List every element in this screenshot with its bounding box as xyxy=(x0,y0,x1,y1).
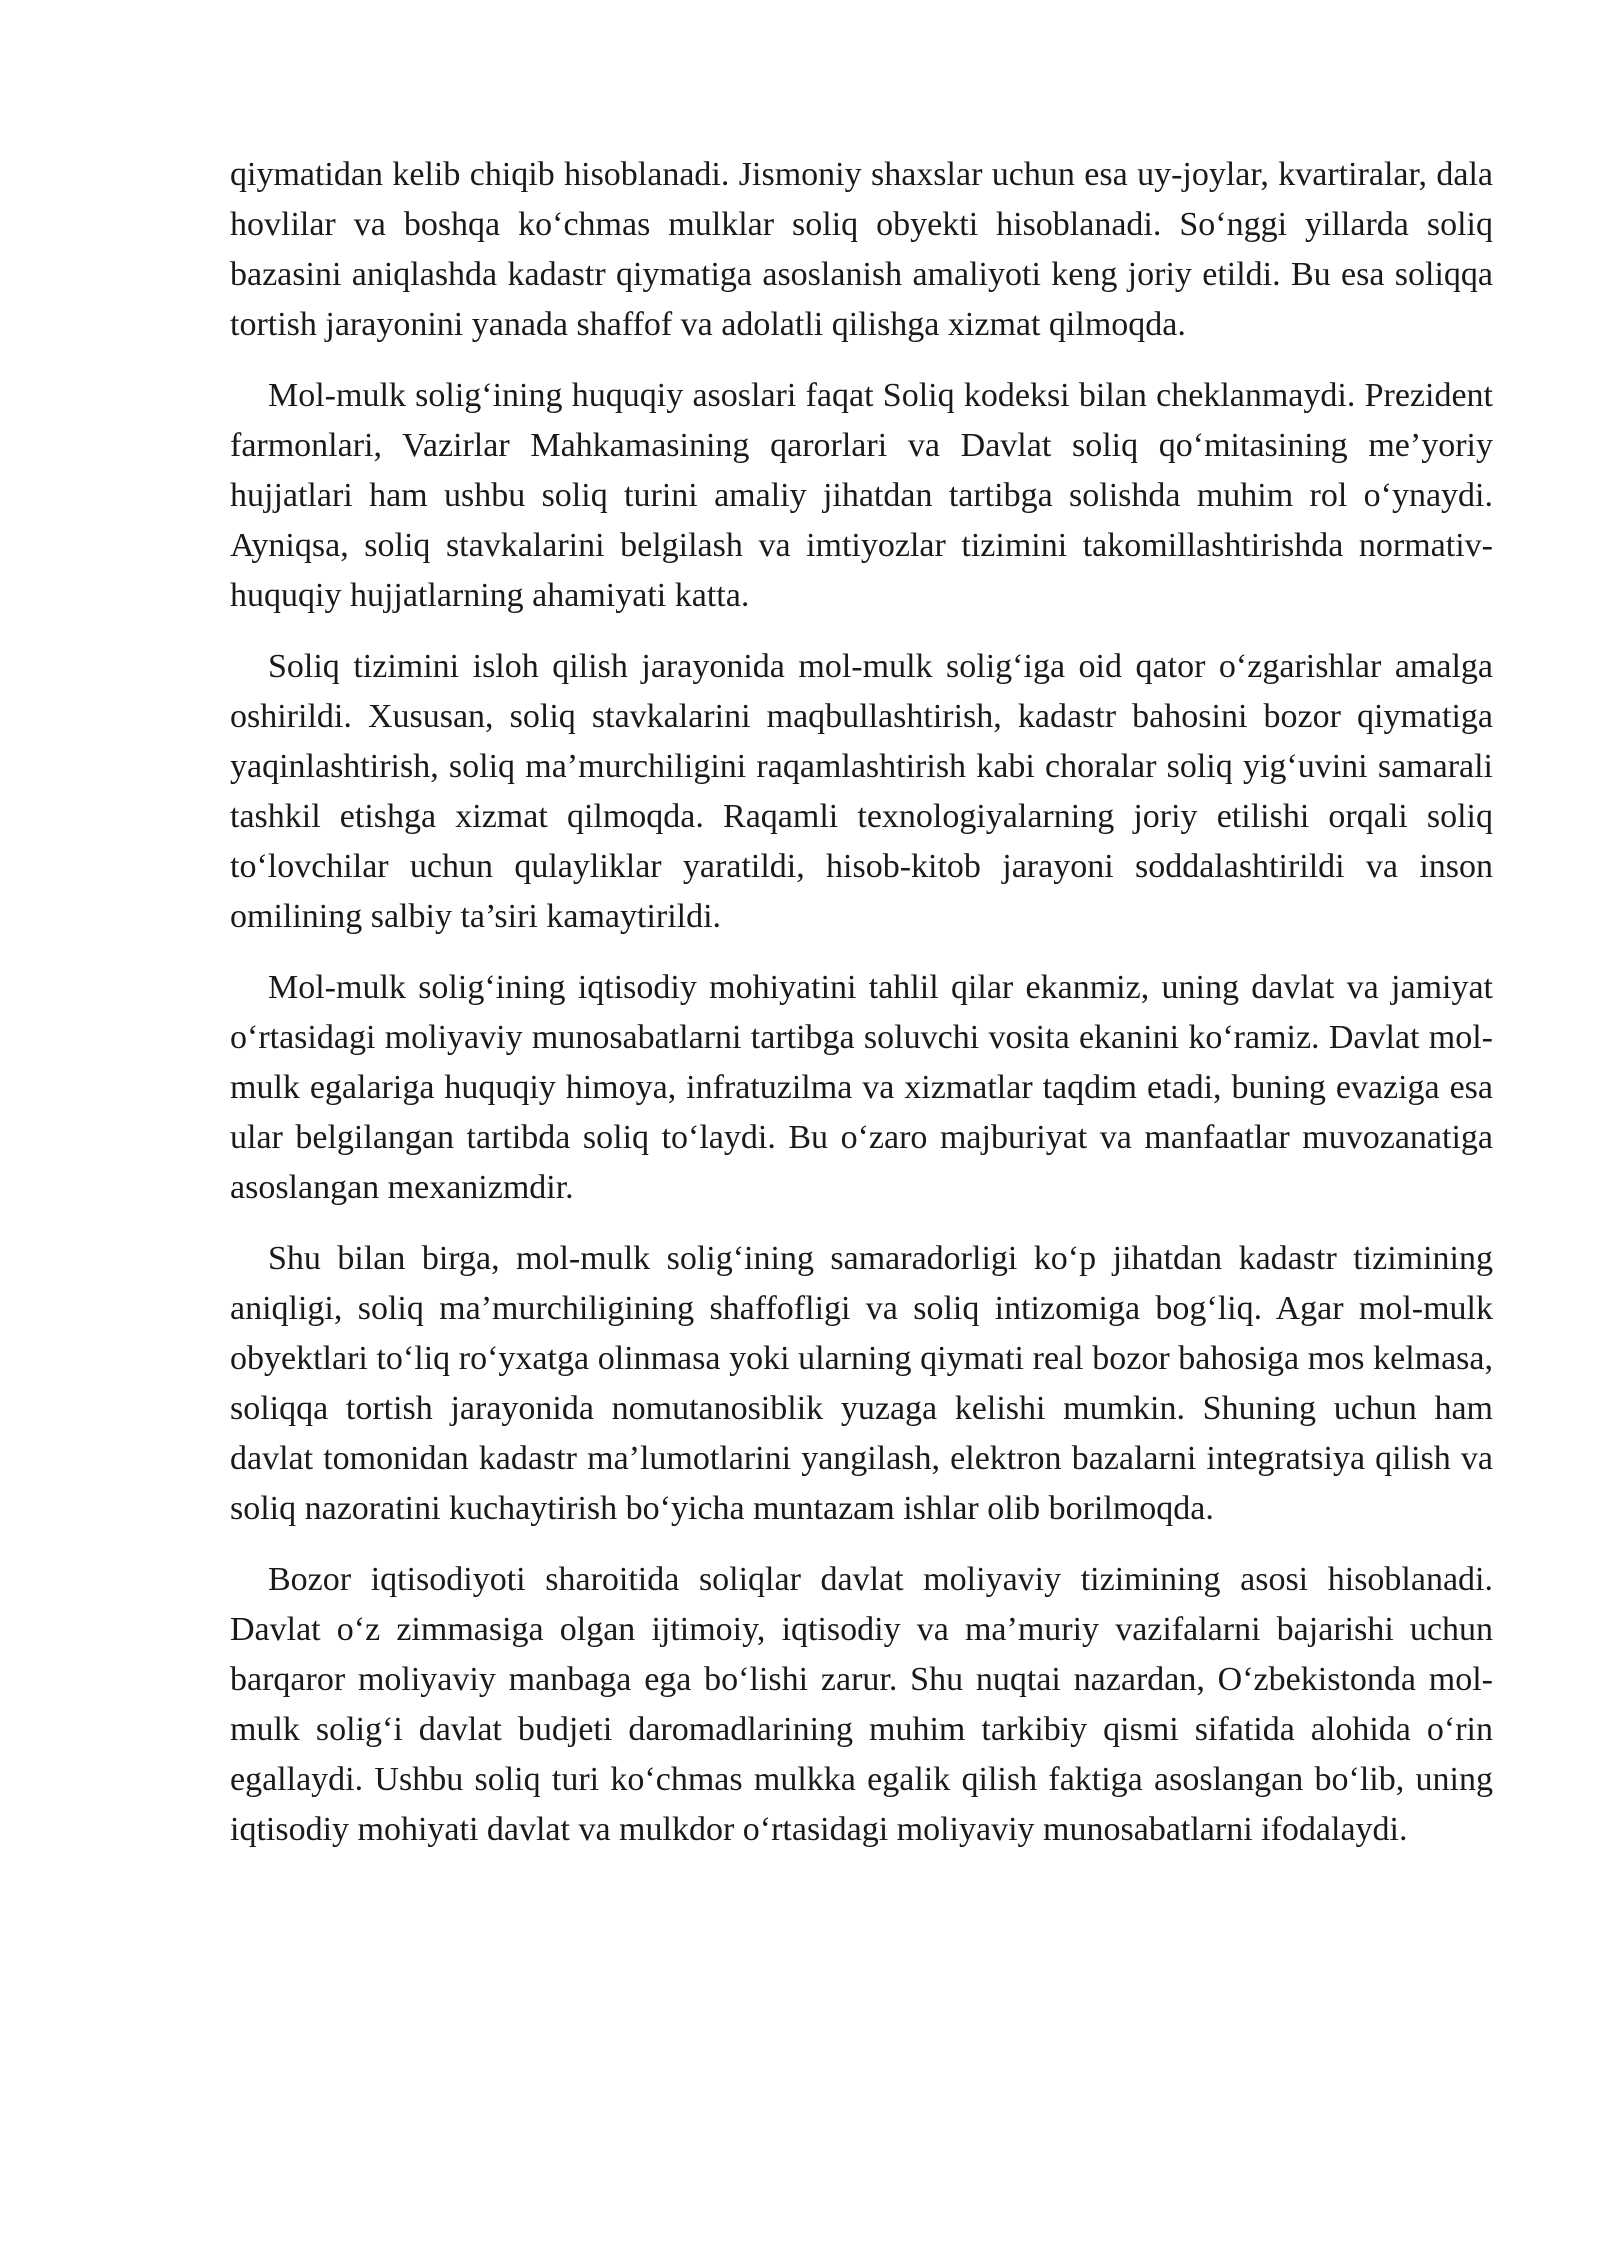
paragraph: Shu bilan birga, mol-mulk solig‘ining samaradorligi ko‘p jihatdan kadastr tizimining aniqligi, soliq ma’murchiligining shaffofligi va soliq intizomiga bog‘liq. Agar mol-mulk obyektlari to‘liq ro‘yxatga olinmasa yoki ularning qiymati real bozor bahosiga mos kelmasa, soliqqa tortish jarayonida nomutanosiblik yuzaga kelishi mumkin. Shuning uchun ham davlat tomonidan kadastr ma’lumotlarini yangilash, elektron bazalarni integratsiya qilish va soliq nazoratini kuchaytirish bo‘yicha muntazam ishlar olib borilmoqda. xyxy=(230,1240,1493,1527)
paragraph: Mol-mulk solig‘ining huquqiy asoslari faqat Soliq kodeksi bilan cheklanmaydi. Prezident farmonlari, Vazirlar Mahkamasining qarorlari va Davlat soliq qo‘mitasining me’yoriy hujjatlari ham ushbu soliq turini amaliy jihatdan tartibga solishda muhim rol o‘ynaydi. Ayniqsa, soliq stavkalarini belgilash va imtiyozlar tizimini takomillashtirishda normativ-huquqiy hujjatlarning ahamiyati katta. xyxy=(230,377,1493,614)
paragraph: Soliq tizimini isloh qilish jarayonida mol-mulk solig‘iga oid qator o‘zgarishlar amalga oshirildi. Xususan, soliq stavkalarini maqbullashtirish, kadastr bahosini bozor qiymatiga yaqinlashtirish, soliq ma’murchiligini raqamlashtirish kabi choralar soliq yig‘uvini samarali tashkil etishga xizmat qilmoqda. Raqamli texnologiyalarning joriy etilishi orqali soliq to‘lovchilar uchun qulayliklar yaratildi, hisob-kitob jarayoni soddalashtirildi va inson omilining salbiy ta’siri kamaytirildi. xyxy=(230,648,1493,935)
paragraph: Mol-mulk solig‘ining iqtisodiy mohiyatini tahlil qilar ekanmiz, uning davlat va jamiyat o‘rtasidagi moliyaviy munosabatlarni tartibga soluvchi vosita ekanini ko‘ramiz. Davlat mol-mulk egalariga huquqiy himoya, infratuzilma va xizmatlar taqdim etadi, buning evaziga esa ular belgilangan tartibda soliq to‘laydi. Bu o‘zaro majburiyat va manfaatlar muvozanatiga asoslangan mexanizmdir. xyxy=(230,969,1493,1206)
paragraph: Bozor iqtisodiyoti sharoitida soliqlar davlat moliyaviy tizimining asosi hisoblanadi. Davlat o‘z zimmasiga olgan ijtimoiy, iqtisodiy va ma’muriy vazifalarni bajarishi uchun barqaror moliyaviy manbaga ega bo‘lishi zarur. Shu nuqtai nazardan, O‘zbekistonda mol-mulk solig‘i davlat budjeti daromadlarining muhim tarkibiy qismi sifatida alohida o‘rin egallaydi. Ushbu soliq turi ko‘chmas mulkka egalik qilish faktiga asoslangan bo‘lib, uning iqtisodiy mohiyati davlat va mulkdor o‘rtasidagi moliyaviy munosabatlarni ifodalaydi. xyxy=(230,1561,1493,1848)
paragraph-continuation: qiymatidan kelib chiqib hisoblanadi. Jismoniy shaxslar uchun esa uy-joylar, kvartiralar, dala hovlilar va boshqa ko‘chmas mulklar soliq obyekti hisoblanadi. So‘nggi yillarda soliq bazasini aniqlashda kadastr qiymatiga asoslanish amaliyoti keng joriy etildi. Bu esa soliqqa tortish jarayonini yanada shaffof va adolatli qilishga xizmat qilmoqda. xyxy=(230,156,1493,343)
body-text xyxy=(230,150,1493,1876)
